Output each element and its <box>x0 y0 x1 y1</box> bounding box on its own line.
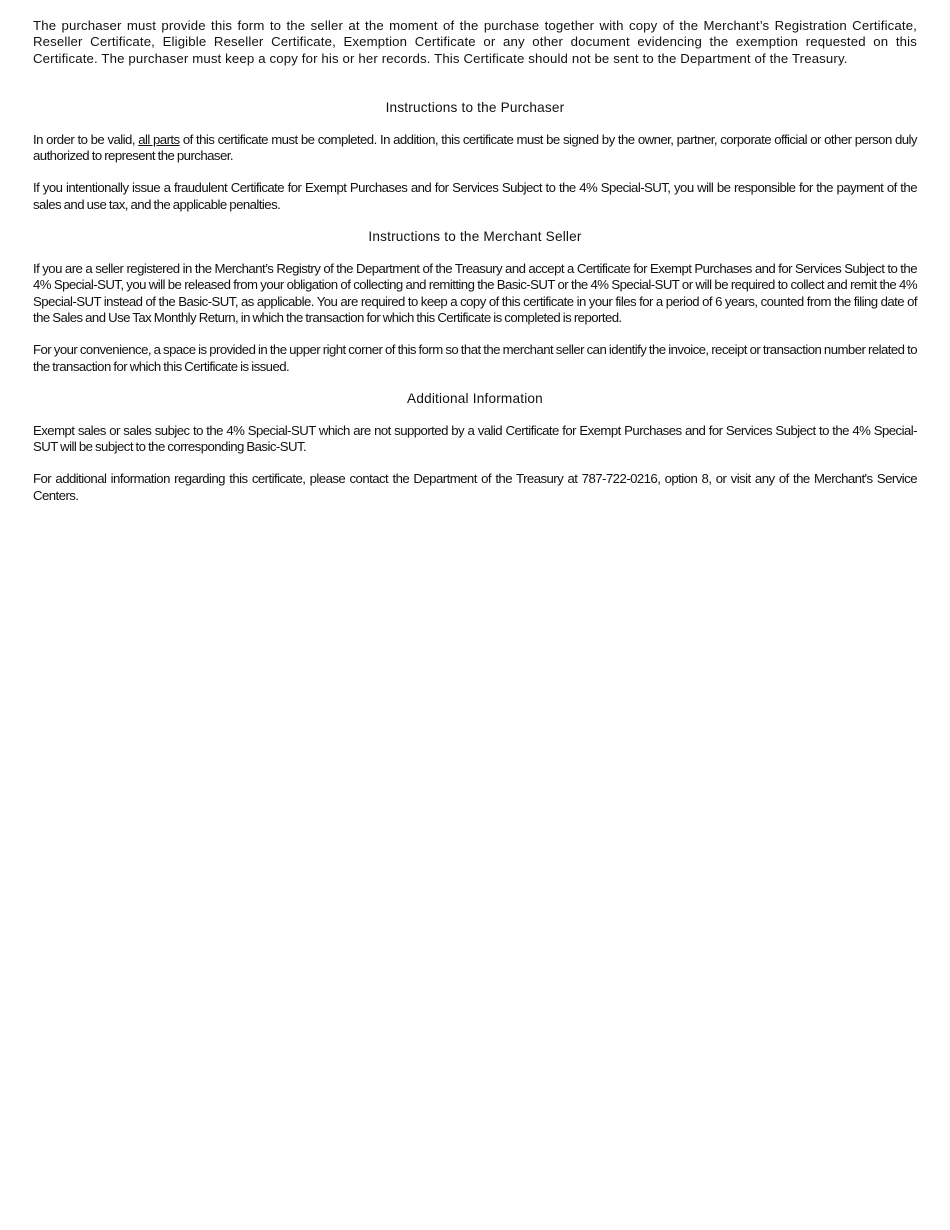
purchaser-paragraph-2: If you intentionally issue a fraudulent Certificate for Exempt Purchases and for Services Subject to the 4% Special-SUT, you will be responsible for the payment of the sales and use tax, and the applicable penalties. <box>33 180 917 212</box>
merchant-paragraph-2: For your convenience, a space is provided in the upper right corner of this form so that the merchant seller can identify the invoice, receipt or transaction number related to the transaction for which this Certificate is issued. <box>33 342 917 374</box>
purchaser-paragraph-1 <box>33 132 917 165</box>
additional-paragraph-2: For additional information regarding this certificate, please contact the Department of the Treasury at 787-722-0216, option 8, or visit any of the Merchant's Service Centers. <box>33 471 917 503</box>
additional-heading: Additional Information <box>407 390 543 406</box>
merchant-section <box>33 229 917 375</box>
purchaser-section <box>33 100 917 213</box>
purchaser-p1-end: of this certificate must be completed. In addition, this certificate must be signed by the owner, partner, corporate official or other person duly authorized to represent the purchaser. <box>33 131 917 164</box>
purchaser-heading: Instructions to the Purchaser <box>385 99 565 115</box>
additional-section <box>33 391 917 504</box>
merchant-paragraph-1: If you are a seller registered in the Merchant’s Registry of the Department of the Treasury and accept a Certificate for Exempt Purchases and for Services Subject to the 4% Special-SUT, you will be released from your obligation of collecting and remitting the Basic-SUT or the 4% Special-SUT or will be required to collect and remit the 4% Special-SUT instead of the Basic-SUT, as applicable. You are required to keep a copy of this certificate in your files for a period of 6 years, counted from the filing date of the Sales and Use Tax Monthly Return, in which the transaction for which this Certificate is completed is reported. <box>33 261 917 325</box>
purchaser-p1-start: In order to be valid, <box>33 131 139 147</box>
all-parts-underlined: all parts <box>138 131 180 147</box>
intro-paragraph: The purchaser must provide this form to the seller at the moment of the purchase together with copy of the Merchant’s Registration Certificate, Reseller Certificate, Eligible Reseller Certificate, Exemption Certificate or any other document evidencing the exemption requested on this Certificate. The purchaser must keep a copy for his or her records. This Certificate should not be sent to the Department of the Treasury. <box>33 18 917 66</box>
merchant-heading: Instructions to the Merchant Seller <box>368 229 582 245</box>
instructions-page <box>33 18 917 504</box>
additional-paragraph-1: Exempt sales or sales subjec to the 4% Special-SUT which are not supported by a valid Certificate for Exempt Purchases and for Services Subject to the 4% Special-SUT will be subject to the corresponding Basic-SUT. <box>33 422 917 455</box>
